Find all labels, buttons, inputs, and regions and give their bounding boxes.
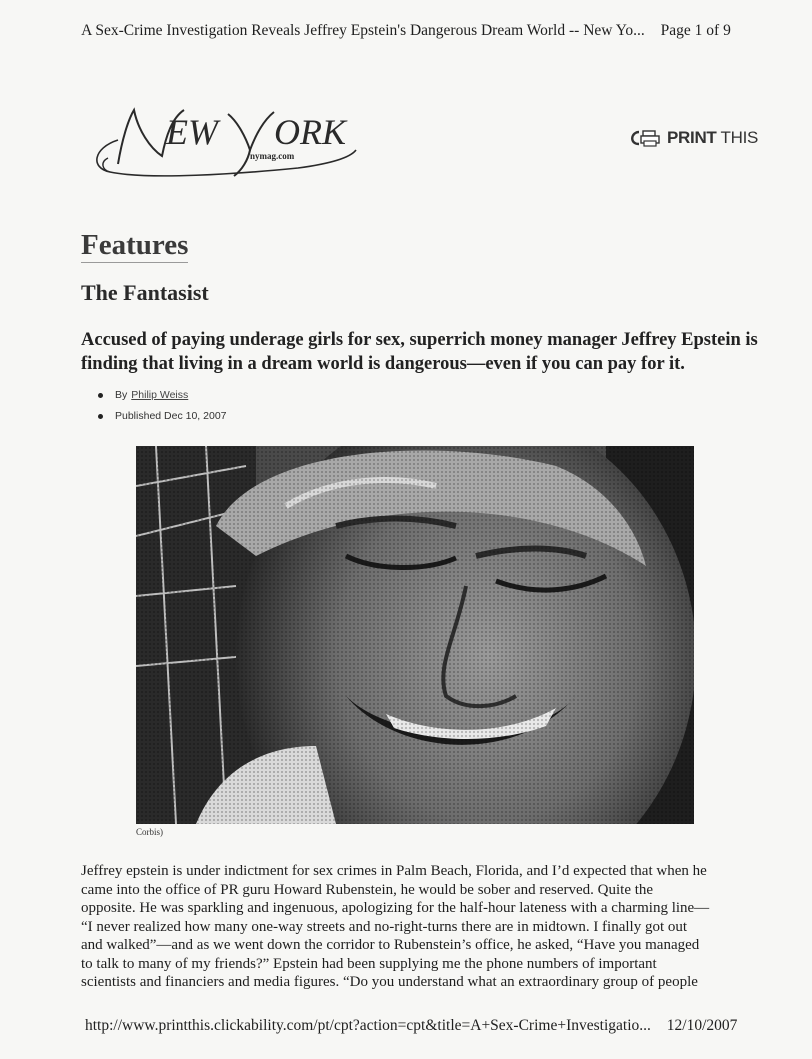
svg-text:ORK: ORK (274, 112, 346, 152)
body-line: scientists and financiers and media figures. “Do you understand what an extraordinary group of people (81, 974, 698, 990)
svg-text:EW: EW (166, 112, 218, 152)
page-number: Page 1 of 9 (660, 22, 731, 39)
print-footer (85, 1017, 737, 1035)
body-line: came into the office of PR guru Howard Rubenstein, he would be sober and reserved. Quite the (81, 881, 654, 898)
print-this-label-bold: PRINT (667, 128, 717, 147)
body-line: “I never realized how many one-way streets and no-right-turns there are in midtown. I finally got out (81, 918, 688, 935)
byline-prefix: By (115, 389, 128, 401)
article-photo (136, 446, 694, 824)
deck-line: Accused of paying underage girls for sex, superrich money manager Jeffrey Epstein is (81, 330, 758, 350)
byline (98, 389, 227, 401)
article-meta (98, 389, 227, 431)
article-deck (81, 328, 761, 376)
print-date: 12/10/2007 (666, 1017, 738, 1034)
published-text: Published Dec 10, 2007 (115, 410, 227, 422)
body-line: to talk to many of my friends?” Epstein had been supplying me the phone numbers of important (81, 955, 657, 972)
bullet-icon (98, 414, 103, 419)
print-this-label: THIS (720, 128, 759, 147)
deck-line: finding that living in a dream world is dangerous—even if you can pay for it. (81, 354, 685, 374)
photo-caption: Corbis) (136, 827, 163, 837)
source-url: http://www.printthis.clickability.com/pt/cpt?action=cpt&title=A+Sex-Crime+Investigatio... (85, 1017, 651, 1034)
author-link[interactable]: Philip Weiss (131, 389, 189, 401)
article-title: The Fantasist (81, 280, 209, 305)
body-line: opposite. He was sparkling and ingenuous, apologizing for the half-hour lateness with a charming line— (81, 900, 710, 916)
print-header (0, 22, 812, 40)
article-body (81, 862, 771, 992)
print-this-button[interactable] (627, 128, 758, 148)
document-title: A Sex-Crime Investigation Reveals Jeffrey Epstein's Dangerous Dream World -- New Yo... (81, 22, 645, 39)
body-line: and walked”—and as we went down the corridor to Rubenstein’s office, he asked, “Have you managed (81, 937, 700, 953)
printer-icon (627, 129, 663, 147)
body-line: Jeffrey epstein is under indictment for sex crimes in Palm Beach, Florida, and I’d expected that when he (81, 863, 707, 879)
section-title: Features (81, 229, 189, 261)
logo-subtitle: nymag.com (250, 151, 295, 161)
bullet-icon (98, 393, 103, 398)
published-date (98, 410, 227, 422)
new-york-logo (88, 100, 360, 182)
